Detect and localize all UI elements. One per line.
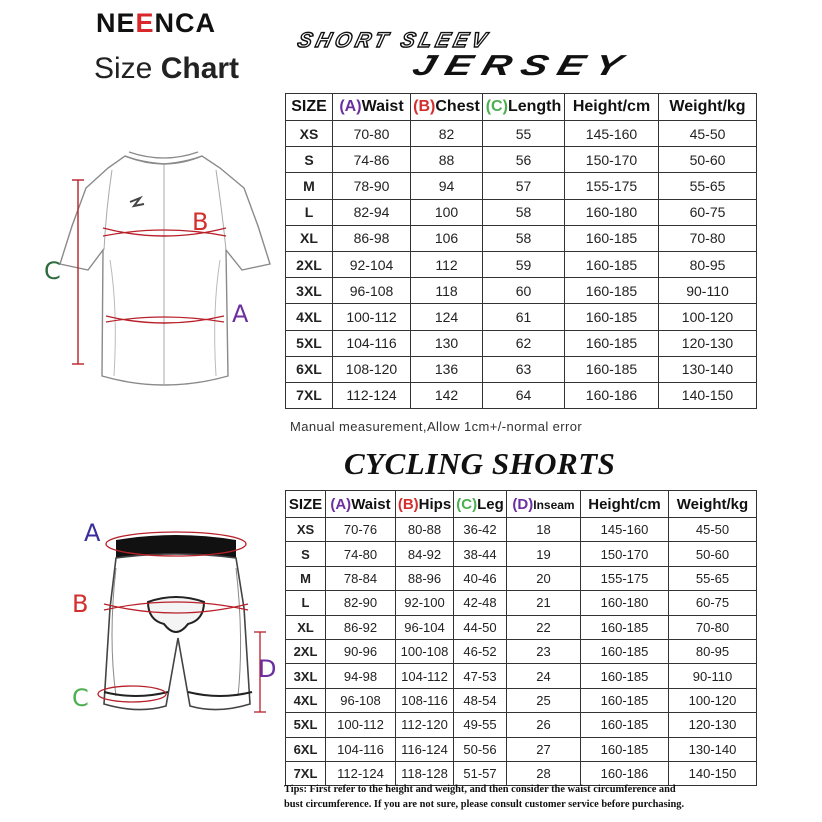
table-cell: 116-124 — [396, 737, 454, 761]
size-cell: 2XL — [286, 639, 326, 663]
table-cell: 82-90 — [326, 591, 396, 615]
shorts-label-a: A — [84, 519, 101, 547]
shorts-header-row — [286, 491, 757, 518]
chest-tag: (B) — [413, 98, 436, 115]
table-cell: 160-185 — [565, 330, 659, 356]
table-cell: 40-46 — [454, 566, 507, 590]
table-row — [286, 382, 757, 408]
table-cell: 160-185 — [581, 664, 669, 688]
table-cell: 106 — [411, 225, 483, 251]
table-cell: 59 — [483, 251, 565, 277]
table-cell: 96-108 — [333, 278, 411, 304]
table-cell: 118 — [411, 278, 483, 304]
table-cell: 49-55 — [454, 713, 507, 737]
header-weight: Weight/kg — [659, 94, 757, 121]
table-cell: 60 — [483, 278, 565, 304]
table-cell: 50-56 — [454, 737, 507, 761]
table-row — [286, 639, 757, 663]
size-chart-heading — [94, 52, 239, 86]
table-cell: 112-124 — [333, 382, 411, 408]
table-cell: 70-80 — [669, 615, 757, 639]
brand-logo — [96, 8, 216, 39]
table-cell: 28 — [507, 761, 581, 785]
table-cell: 42-48 — [454, 591, 507, 615]
table-cell: 80-95 — [669, 639, 757, 663]
table-cell: 38-44 — [454, 542, 507, 566]
table-cell: 160-185 — [565, 356, 659, 382]
table-cell: 96-104 — [396, 615, 454, 639]
table-cell: 48-54 — [454, 688, 507, 712]
table-cell: 22 — [507, 615, 581, 639]
size-cell: 4XL — [286, 688, 326, 712]
header-height: Height/cm — [565, 94, 659, 121]
table-cell: 100-108 — [396, 639, 454, 663]
table-cell: 58 — [483, 199, 565, 225]
table-cell: 45-50 — [659, 121, 757, 147]
size-cell: XL — [286, 225, 333, 251]
header-size: SIZE — [286, 491, 326, 518]
table-cell: 160-185 — [581, 639, 669, 663]
table-cell: 150-170 — [581, 542, 669, 566]
table-cell: 55-65 — [659, 173, 757, 199]
table-row — [286, 688, 757, 712]
table-cell: 82-94 — [333, 199, 411, 225]
size-cell: S — [286, 147, 333, 173]
table-cell: 140-150 — [669, 761, 757, 785]
table-cell: 74-86 — [333, 147, 411, 173]
table-cell: 160-185 — [581, 615, 669, 639]
length-label: Length — [507, 98, 562, 115]
table-cell: 46-52 — [454, 639, 507, 663]
chart-word: Chart — [160, 52, 240, 85]
table-cell: 51-57 — [454, 761, 507, 785]
table-cell: 80-88 — [396, 518, 454, 542]
table-cell: 74-80 — [326, 542, 396, 566]
table-cell: 84-92 — [396, 542, 454, 566]
table-cell: 155-175 — [565, 173, 659, 199]
table-row — [286, 737, 757, 761]
table-cell: 160-185 — [565, 225, 659, 251]
table-cell: 36-42 — [454, 518, 507, 542]
table-row — [286, 542, 757, 566]
table-cell: 120-130 — [659, 330, 757, 356]
size-cell: L — [286, 199, 333, 225]
table-row — [286, 147, 757, 173]
shorts-size-table — [285, 490, 757, 786]
table-cell: 112-120 — [396, 713, 454, 737]
table-cell: 90-96 — [326, 639, 396, 663]
table-cell: 94 — [411, 173, 483, 199]
jersey-size-table — [285, 93, 757, 409]
table-cell: 45-50 — [669, 518, 757, 542]
size-cell: S — [286, 542, 326, 566]
table-cell: 124 — [411, 304, 483, 330]
table-cell: 104-116 — [333, 330, 411, 356]
jersey-header-row — [286, 94, 757, 121]
table-cell: 55-65 — [669, 566, 757, 590]
table-cell: 70-80 — [333, 121, 411, 147]
leg-label: Leg — [477, 495, 504, 513]
table-cell: 100-120 — [659, 304, 757, 330]
table-cell: 108-120 — [333, 356, 411, 382]
table-cell: 57 — [483, 173, 565, 199]
table-cell: 60-75 — [659, 199, 757, 225]
table-cell: 92-104 — [333, 251, 411, 277]
table-row — [286, 199, 757, 225]
chest-label: Chest — [435, 98, 480, 115]
waist-label: Waist — [351, 495, 391, 513]
table-cell: 90-110 — [669, 664, 757, 688]
header-size: SIZE — [286, 94, 333, 121]
table-row — [286, 173, 757, 199]
shorts-label-d: D — [258, 655, 277, 683]
table-cell: 118-128 — [396, 761, 454, 785]
table-cell: 24 — [507, 664, 581, 688]
table-cell: 155-175 — [581, 566, 669, 590]
size-cell: XS — [286, 518, 326, 542]
jersey-illustration — [40, 140, 280, 400]
table-cell: 145-160 — [565, 121, 659, 147]
table-cell: 104-112 — [396, 664, 454, 688]
size-cell: 6XL — [286, 356, 333, 382]
size-cell: 7XL — [286, 761, 326, 785]
table-cell: 78-84 — [326, 566, 396, 590]
shorts-title: CYCLING SHORTS — [344, 446, 616, 481]
size-cell: XS — [286, 121, 333, 147]
waist-tag: (A) — [339, 98, 362, 115]
table-cell: 160-180 — [581, 591, 669, 615]
brand-name-start: NE — [96, 8, 136, 38]
table-cell: 160-185 — [565, 251, 659, 277]
table-cell: 61 — [483, 304, 565, 330]
table-cell: 160-185 — [581, 737, 669, 761]
table-cell: 96-108 — [326, 688, 396, 712]
size-cell: 6XL — [286, 737, 326, 761]
table-cell: 112-124 — [326, 761, 396, 785]
table-cell: 21 — [507, 591, 581, 615]
table-cell: 142 — [411, 382, 483, 408]
shorts-illustration — [86, 528, 282, 728]
size-cell: M — [286, 566, 326, 590]
table-cell: 108-116 — [396, 688, 454, 712]
waist-tag: (A) — [330, 495, 352, 513]
table-cell: 82 — [411, 121, 483, 147]
table-row — [286, 615, 757, 639]
table-cell: 26 — [507, 713, 581, 737]
table-cell: 130-140 — [659, 356, 757, 382]
leg-tag: (C) — [456, 495, 478, 513]
table-cell: 25 — [507, 688, 581, 712]
shorts-label-c: C — [72, 684, 89, 712]
jersey-label-b: B — [192, 208, 209, 236]
size-cell: M — [286, 173, 333, 199]
table-cell: 88-96 — [396, 566, 454, 590]
header-waist — [333, 94, 411, 121]
table-cell: 47-53 — [454, 664, 507, 688]
table-cell: 78-90 — [333, 173, 411, 199]
table-cell: 160-185 — [565, 278, 659, 304]
jersey-label-c: C — [44, 257, 61, 285]
table-cell: 50-60 — [669, 542, 757, 566]
size-cell: 5XL — [286, 713, 326, 737]
brand-name-end: NCA — [154, 8, 217, 38]
table-cell: 100 — [411, 199, 483, 225]
size-cell: XL — [286, 615, 326, 639]
table-row — [286, 664, 757, 688]
jersey-subtitle: SHORT SLEEV — [295, 29, 493, 52]
inseam-label: Inseam — [533, 497, 575, 512]
table-row — [286, 121, 757, 147]
table-row — [286, 278, 757, 304]
size-cell: 7XL — [286, 382, 333, 408]
table-cell: 63 — [483, 356, 565, 382]
table-cell: 160-180 — [565, 199, 659, 225]
table-cell: 160-185 — [581, 688, 669, 712]
table-cell: 160-186 — [581, 761, 669, 785]
table-cell: 136 — [411, 356, 483, 382]
table-row — [286, 356, 757, 382]
table-cell: 70-80 — [659, 225, 757, 251]
table-cell: 130-140 — [669, 737, 757, 761]
size-cell: L — [286, 591, 326, 615]
shorts-label-b: B — [72, 590, 89, 618]
table-cell: 104-116 — [326, 737, 396, 761]
table-cell: 86-98 — [333, 225, 411, 251]
table-cell: 112 — [411, 251, 483, 277]
size-cell: 3XL — [286, 664, 326, 688]
header-leg — [454, 491, 507, 518]
table-cell: 44-50 — [454, 615, 507, 639]
table-cell: 160-185 — [565, 304, 659, 330]
tips-line-2: bust circumference. If you are not sure, please consult customer service before purchasing. — [284, 799, 685, 811]
table-cell: 55 — [483, 121, 565, 147]
header-inseam — [507, 491, 581, 518]
table-row — [286, 330, 757, 356]
size-cell: 2XL — [286, 251, 333, 277]
table-row — [286, 251, 757, 277]
size-word: Size — [94, 52, 153, 85]
header-waist — [326, 491, 396, 518]
hips-label: Hips — [418, 495, 452, 513]
table-cell: 23 — [507, 639, 581, 663]
table-cell: 100-112 — [326, 713, 396, 737]
table-cell: 60-75 — [669, 591, 757, 615]
table-row — [286, 566, 757, 590]
table-cell: 19 — [507, 542, 581, 566]
table-cell: 20 — [507, 566, 581, 590]
table-cell: 160-186 — [565, 382, 659, 408]
hips-tag: (B) — [397, 495, 419, 513]
header-hips — [396, 491, 454, 518]
table-cell: 88 — [411, 147, 483, 173]
table-cell: 27 — [507, 737, 581, 761]
size-cell: 4XL — [286, 304, 333, 330]
table-cell: 80-95 — [659, 251, 757, 277]
table-cell: 58 — [483, 225, 565, 251]
table-row — [286, 713, 757, 737]
header-chest — [411, 94, 483, 121]
table-cell: 92-100 — [396, 591, 454, 615]
table-cell: 140-150 — [659, 382, 757, 408]
jersey-title: JERSEY — [408, 50, 636, 82]
table-cell: 62 — [483, 330, 565, 356]
table-cell: 94-98 — [326, 664, 396, 688]
table-cell: 18 — [507, 518, 581, 542]
sizing-tips — [284, 782, 784, 812]
header-weight: Weight/kg — [669, 491, 757, 518]
table-row — [286, 591, 757, 615]
header-length — [483, 94, 565, 121]
table-cell: 56 — [483, 147, 565, 173]
table-cell: 145-160 — [581, 518, 669, 542]
table-cell: 160-185 — [581, 713, 669, 737]
size-cell: 3XL — [286, 278, 333, 304]
table-cell: 100-120 — [669, 688, 757, 712]
table-cell: 100-112 — [333, 304, 411, 330]
table-cell: 70-76 — [326, 518, 396, 542]
table-row — [286, 518, 757, 542]
header-height: Height/cm — [581, 491, 669, 518]
table-row — [286, 225, 757, 251]
table-row — [286, 304, 757, 330]
table-cell: 130 — [411, 330, 483, 356]
inseam-tag: (D) — [512, 495, 534, 513]
tips-line-1: Tips: First refer to the height and weight, and then consider the waist circumference and — [284, 784, 676, 795]
size-cell: 5XL — [286, 330, 333, 356]
table-cell: 120-130 — [669, 713, 757, 737]
waist-label: Waist — [361, 98, 404, 115]
table-cell: 90-110 — [659, 278, 757, 304]
table-cell: 50-60 — [659, 147, 757, 173]
jersey-label-a: A — [232, 300, 249, 328]
brand-name-mark: E — [135, 8, 155, 38]
table-cell: 64 — [483, 382, 565, 408]
table-cell: 86-92 — [326, 615, 396, 639]
table-cell: 150-170 — [565, 147, 659, 173]
length-tag: (C) — [485, 98, 508, 115]
measurement-note: Manual measurement,Allow 1cm+/-normal error — [290, 419, 583, 434]
